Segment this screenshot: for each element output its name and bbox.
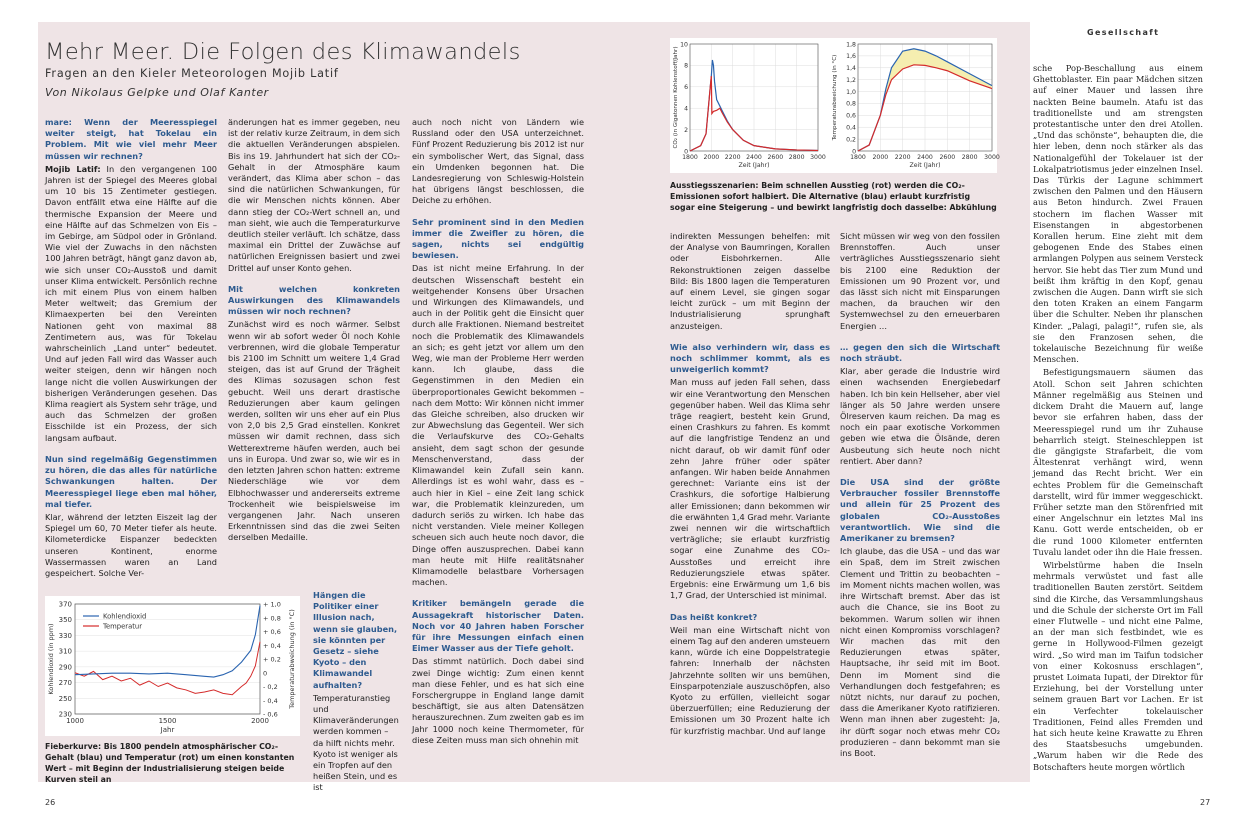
left-chart-caption: Fieberkurve: Bis 1800 pendeln atmosphärischer CO₂-Gehalt (blau) und Temperatur (rot) um einen konstanten Wert – mit Beginn der Industrialisierung steigen beide Kurven steil an <box>45 742 295 784</box>
y-tick-label: 1,4 <box>846 65 856 73</box>
paragraph: sche Pop-Beschallung aus einem Ghettoblaster. Ein paar Mädchen sitzen auf einer Mauer und lassen ihre nackten Beine baumeln. Atafu ist das traditionellste und am strengsten protestantische unter den drei Atollen. „Und das schönste“, behaupten die, die hier leben, denn noch stärker als das Nationalgefühl der Tokelauer ist der Lokalpatriotismus jeder einzelnen Insel. Das Türkis der Lagune schimmert zwischen den Palmen und den Häusern aus Beton hindurch. Zwei Frauen stochern im flachen Wasser mit Eisenstangen in abgestorbenen Korallen herum. Eine zieht mit dem gebogenen Ende des Stabes einen armlangen Polypen aus seinem Versteck hervor. Sie hebt das Tier zum Mund und beißt ihm kräftig in den Kopf, genau zwischen die Augen. Dann wirft sie sich den toten Kraken an einem Fangarm über die Schulter. Neben ihr planschen Kinder. „Palagi, palagi!“, rufen sie, als sie den Franzosen sehen, die tokelauische Bezeichnung für weiße Menschen. <box>1033 63 1203 365</box>
answer: Das ist nicht meine Erfahrung. In der deutschen Wissenschaft besteht ein weitgehender Konsens über Ursachen und Wirkungen des Klimawandels, und auch in der Politik geht die Einsicht quer durch alle Fraktionen. Niemand bestreitet noch die Problematik des Klimawandels an sich; es geht jetzt vor allem um den Weg, wie man der Probleme Herr werden kann. Ich glaube, dass die Gegenstimmen in den Medien ein überproportionales Gewicht bekommen – nach dem Motto: Wir können nicht immer das Gleiche schreiben, also drucken wir zur Abwechslung das Gegenteil. Wer sich die Verlaufskurve des CO₂-Gehalts ansieht, dem sagt schon der gesunde Menschenverstand, dass der Klimawandel kein Zufall sein kann. Allerdings ist es wohl wahr, dass es – auch hier in Kiel – eine Zeit lang schick war, die Problematik kleinzureden, um dadurch seriös zu wirken. Ich habe das nicht verstanden. Viele meiner Kollegen scheuen sich auch heute noch davor, die Dinge offen auszusprechen. Dabei kann man heute mit Hilfe realitätsnaher Klimamodelle belastbare Vorhersagen machen. <box>412 263 584 588</box>
right-chart-caption: Ausstiegsszenarien: Beim schnellen Ausstieg (rot) werden die CO₂-Emissionen sofort halbiert. Die Alternative (blau) erlaubt kurzfristig sogar eine Steigerung – und bewirkt langfristig doch dasselbe: Abkühlung <box>670 181 997 212</box>
article-title: Mehr Meer. Die Folgen des Klimawandels <box>45 39 521 65</box>
text-column-2-bottom <box>313 590 400 796</box>
answer: Das stimmt natürlich. Doch dabei sind zwei Dinge wichtig: Zum einen kennt man diese Fehler, und es hat sich eine Forschergruppe in England lange damit beschäftigt, sie aus alten Datensätzen herauszurechnen. Zum zweiten gab es im Jahr 1000 noch keine Thermometer, für diese Zeiten muss man sich ohnehin mit <box>412 656 584 745</box>
x-tick-label: 2200 <box>894 154 911 161</box>
y-axis-title: Kohlendioxid (in ppm) <box>47 623 55 695</box>
question: Das heißt konkret? <box>670 611 758 622</box>
answer: Sicht müssen wir weg von den fossilen Brennstoffen. Auch unser verträgliches Ausstiegsszenario sieht bis 2100 eine Reduktion der Emissionen um 90 Prozent vor, und das lässt sich nicht mit Einsparungen machen, da brauchen wir den Systemwechsel zu den erneuerbaren Energien … <box>840 231 1000 331</box>
x-tick-label: 1800 <box>682 154 698 161</box>
answer: Klar, aber gerade die Industrie wird einen wachsenden Energiebedarf haben. Ich bin kein Hellseher, aber viel länger als 50 Jahre werden unsere Ölreserven kaum reichen. Da mag es noch ein paar exotische Vorkommen geben wie etwa die Ölsände, deren Ausbeutung sich heute noch nicht rentiert. Aber dann? <box>840 366 1000 466</box>
x-tick-label: 2000 <box>872 154 889 161</box>
y-tick-label: 290 <box>58 663 72 672</box>
x-axis-title: Jahr <box>160 726 175 734</box>
x-tick-label: 2800 <box>788 154 805 161</box>
y-right-tick-label: + 0,2 <box>263 655 281 664</box>
y-right-tick-label: - 0,4 <box>263 696 278 705</box>
article-byline: Von Nikolaus Gelpke und Olaf Kanter <box>45 86 269 99</box>
paragraph: Wirbelstürme haben die Inseln mehrmals verwüstet und fast alle traditionellen Bauten zerstört. Seitdem sind die Kirche, das Versammlungshaus und die Schule der sicherste Ort im Fall einer Flutwelle – und nicht eine Palme, an der man sich festbindet, wie es gerne in Hollywood-Filmen gezeigt wird. „So wird man im Taifun todsicher von einer Kokosnuss erschlagen“, prustet Loimata Iupati, der Direktor für Erziehung, bei der Vorstellung unter seinem grauen Bart vor Lachen. Er ist ein Verfechter tokelauischer Traditionen, Feind alles Fremden und hat sich heute keine Krawatte zu Ehren des Staatsbesuchs umgebunden. „Warum haben wir die Rede des Botschafters heute morgen wörtlich <box>1033 559 1203 772</box>
y-tick-label: 1,6 <box>846 53 856 61</box>
y-tick-label: 1,0 <box>846 88 856 96</box>
co2-temperature-chart-svg <box>45 596 300 736</box>
x-tick-label: 1800 <box>850 154 866 161</box>
y-tick-label: 270 <box>58 679 72 688</box>
co2-temperature-chart <box>45 596 300 736</box>
y-tick-label: 0,6 <box>846 112 856 120</box>
section-label: Gesellschaft <box>1087 28 1160 37</box>
y-tick-label: 1,2 <box>846 76 856 84</box>
x-tick-label: 3000 <box>810 154 826 161</box>
y-right-tick-label: + 0,6 <box>263 628 281 636</box>
y-right-tick-label: - 0,6 <box>263 710 278 719</box>
y-tick-label: 0 <box>684 148 688 156</box>
y-right-tick-label: - 0,2 <box>263 683 278 691</box>
text-column-5 <box>840 231 1000 761</box>
emission-scenarios-svg <box>670 38 1000 173</box>
answer: Klar, während der letzten Eiszeit lag der Spiegel um 60, 70 Meter tiefer als heute. Kilometerdicke Eispanzer bedeckten unseren Kontinent, enorme Wassermassen waren an Land gespeichert. Solche Ver- <box>45 511 217 578</box>
question: … gegen den sich die Wirtschaft noch sträubt. <box>840 341 1000 364</box>
y-tick-label: 0,2 <box>846 136 856 144</box>
x-tick-label: 3000 <box>984 154 1000 161</box>
y-tick-label: 2 <box>684 126 688 134</box>
y-tick-label: 0,8 <box>846 100 856 108</box>
question: Hängen die Politiker einer Illusion nach, wenn sie glauben, sie könnten per Gesetz – siehe Kyoto – den Klimawandel aufhalten? <box>313 590 398 690</box>
y-right-tick-label: 0 <box>263 669 268 678</box>
y-right-tick-label: + 1,0 <box>263 600 281 609</box>
y-right-tick-label: + 0,4 <box>263 641 281 650</box>
answer: Temperaturanstieg und Klimaveränderungen werden kommen – da hilft nichts mehr. Kyoto ist weniger als ein Tropfen auf den heißen Stein, und es ist <box>313 692 399 793</box>
x-tick-label: 2000 <box>703 154 720 161</box>
x-tick-label: 2800 <box>961 154 978 161</box>
y-tick-label: 4 <box>684 105 688 113</box>
x-tick-label: 1000 <box>66 717 84 725</box>
y-tick-label: 330 <box>58 631 72 640</box>
x-axis-title: Zeit (Jahr) <box>909 162 941 169</box>
y-tick-label: 1,8 <box>846 41 856 49</box>
text-column-3 <box>412 117 584 748</box>
question: Sehr prominent sind in den Medien immer die Zweifler zu hören, die sagen, nichts sei endgültig bewiesen. <box>412 216 584 261</box>
question: Mit welchen konkreten Auswirkungen des Klimawandels müssen wir noch rechnen? <box>228 283 400 317</box>
answer-text: In den vergangenen 100 Jahren ist der Spiegel des Meeres global um 10 bis 15 Zentimeter gestiegen. Davon entfällt etwa eine Hälfte auf die thermische Expansion der Meere und eine Hälfte auf das Schmelzen von Eis – im Gebirge, am Südpol oder in Grönland. Wie viel der Zuwachs in den nächsten 100 Jahren beträgt, hängt ganz davon ab, wie sich unser CO₂-Ausstoß und damit unser Klima entwickelt. Persönlich rechne ich mit einem Plus von einem halben Meter weltweit; das Gremium der Klimaexperten bei den Vereinten Nationen geht von maximal 88 Zentimetern aus, was für Tokelau wahrscheinlich „Land unter“ bedeutet. Und auf jeden Fall wird das Wasser auch weiter steigen, denn wir hängen noch lange nicht die vollen Auswirkungen der bisherigen Veränderungen gesehen. Das Klima reagiert als System sehr träge, und auch das Schmelzen der großen Eisschilde ist ein Prozess, der sich langsam aufbaut. <box>45 163 217 443</box>
legend-label-co2: Kohlendioxid <box>103 612 147 621</box>
y-tick-label: 350 <box>58 616 72 625</box>
question: Nun sind regelmäßig Gegenstimmen zu hören, die das alles für natürliche Schwankungen halten. Der Meeresspiegel liege eben mal höher, mal tiefer. <box>45 453 217 509</box>
y-axis-title: Temperaturabweichung (in °C) <box>832 54 838 141</box>
y-tick-label: 10 <box>680 41 688 49</box>
y-tick-label: 8 <box>684 62 688 70</box>
question: Kritiker bemängeln gerade die Aussagekraft historischer Daten. Noch vor 40 Jahren haben Forscher für ihre Messungen einfach einen Eimer Wasser aus der Tiefe geholt. <box>412 598 584 654</box>
answer: Ich glaube, das die USA – und das war ein Spaß, dem im Streit zwischen Clement und Trittin zu beobachten – im Moment nichts machen wollen, was ihre Wirtschaft bremst. Aber das ist auch die Chance, sie ins Boot zu bekommen. Warum sollen wir ihnen nicht einen Kompromiss vorschlagen? Wir machen das mit den Reduzierungen etwas später, Hauptsache, ihr seid mit im Boot. Denn im Moment sind die Verhandlungen doch festgefahren; es nützt nichts, nur darauf zu pochen, dass die Amerikaner Kyoto ratifizieren. Wenn man ihnen aber zugesteht: Ja, ihr dürft sogar noch etwas mehr CO₂ produzieren – dann bekommt man sie ins Boot. <box>840 546 1000 758</box>
page-number-right: 27 <box>1200 798 1211 807</box>
right-page <box>625 0 1250 833</box>
text-column-2 <box>228 117 400 546</box>
question: mare: Wenn der Meeresspiegel weiter steigt, hat Tokelau ein Problem. Mit wie viel mehr Meer müssen wir rechnen? <box>45 117 217 161</box>
answer: Zunächst wird es noch wärmer. Selbst wenn wir ab sofort weder Öl noch Kohle verbrennen, wird die globale Temperatur bis 2100 im Schnitt um weitere 1,4 Grad steigen, das ist auf Grund der Trägheit des Klimas sozusagen schon fest gebucht. Weil uns derart drastische Reduzierungen aber kaum gelingen werden, sollten wir uns eher auf ein Plus von 2,0 bis 2,5 Grad einstellen. Konkret müssen wir damit rechnen, dass sich Wetterextreme häufen werden, auch bei uns in Europa. Und zwar so, wie wir es in den letzten Jahren schon hatten: extreme Niederschläge wie vor dem Elbhochwasser und andererseits extreme Trockenheit wie beispielsweise im vergangenen Jahr. Nach unseren Erkenntnissen sind das die zwei Seiten derselben Medaille. <box>228 319 400 543</box>
y-tick-label: 230 <box>58 710 72 719</box>
paragraph: Befestigungsmauern säumen das Atoll. Schon seit Jahren schichten Männer regelmäßig aus Steinen und dickem Draht die Mauern auf, lange bevor sie erfahren haben, dass der Meeresspiegel rund um ihr Zuhause beharrlich steigt. Steineschleppen ist die gängigste Strafarbeit, die vom Ältestenrat verhängt wird, wenn jemand das Recht bricht. Wer ein echtes Problem für die Gemeinschaft darstellt, wird für immer weggeschickt. Früher setzte man den Störenfried mit einer Angelschnur ein letztes Mal ins Kanu. Gott werde entscheiden, ob er die rund 1000 Kilometer entfernten Tuvalu landet oder ihn die Haie fressen. <box>1033 367 1203 557</box>
answer: Man muss auf jeden Fall sehen, dass wir eine Verantwortung den Menschen gegenüber haben. Weil das Klima sehr träge reagiert, besteht kein Grund, einen Crashkurs zu fahren. Es kommt auf die langfristige Tendenz an und nicht darauf, ob wir damit fünf oder zehn Jahre früher oder später anfangen. Wir haben beide Annahmen gerechnet: Variante eins ist der Crashkurs, die sofortige Halbierung aller Emissionen; dann bekommen wir die erwähnten 1,4 Grad mehr. Variante zwei nennen wir die wirtschaftlich verträgliche; sie erlaubt kurzfristig sogar eine Zunahme des CO₂-Ausstoßes und erreicht ihre Reduzierungsziele etwas später. Ergebnis: eine Erwärmung um 1,6 bis 1,7 Grad, der Unterschied ist minimal. <box>670 377 830 601</box>
y-tick-label: 250 <box>58 694 72 703</box>
page-number-left: 26 <box>45 798 56 807</box>
x-tick-label: 1500 <box>158 717 177 725</box>
question: Die USA sind der größte Verbraucher fossiler Brennstoffe und allein für 25 Prozent des globalen CO₂-Ausstoßes verantwortlich. Wie sind die Amerikaner zu bremsen? <box>840 477 1000 544</box>
y-tick-label: 0,4 <box>846 124 856 132</box>
x-tick-label: 2600 <box>767 154 784 161</box>
y-right-axis-title: Temperaturabweichung (in °C) <box>288 609 296 709</box>
y-tick-label: 310 <box>58 647 72 656</box>
answer: Weil man eine Wirtschaft nicht von einem Tag auf den anderen umsteuern kann, würde ich eine Doppelstrategie fahren: Innerhalb der nächsten Jahrzehnte sollten wir uns bemühen, Einsparpotenziale auszuschöpfen, also Kyoto zu erfüllen, vielleicht sogar überzuerfüllen; eine Reduzierung der Emissionen um 30 Prozent halte ich für kurzfristig machbar. Und auf lange <box>670 624 830 736</box>
x-tick-label: 2400 <box>746 154 762 161</box>
answer: auch noch nicht von Ländern wie Russland oder den USA unterzeichnet. Fünf Prozent Reduzierung bis 2012 ist nur ein symbolischer Wert, das Signal, dass ein Umdenken begonnen hat. Die Landesregierung von Schleswig-Holstein hat übrigens längst beschlossen, die Deiche zu erhöhen. <box>412 117 584 206</box>
x-tick-label: 2400 <box>917 154 933 161</box>
temperature-line <box>75 642 260 695</box>
answer <box>45 164 217 444</box>
article-subtitle: Fragen an den Kieler Meteorologen Mojib Latif <box>45 67 339 80</box>
speaker: Mojib Latif: <box>45 163 101 174</box>
y-tick-label: 370 <box>58 600 72 609</box>
answer: änderungen hat es immer gegeben, neu ist der relativ kurze Zeitraum, in dem sich die aktuellen Veränderungen abspielen. Bis ins 19. Jahrhundert hat sich der CO₂-Gehalt in der Atmosphäre kaum verändert, das Klima aber schon – das sind die natürlichen Schwankungen, für die wir Menschen nichts können. Aber dann stieg der CO₂-Wert schnell an, und man sieht, wie auch die Temperaturkurve deutlich steiler verläuft. Ich schätze, dass maximal ein Drittel der Zuwächse auf natürlichen Ereignissen basiert und zwei Drittel auf unser Konto gehen. <box>228 117 400 273</box>
question: Wie also verhindern wir, dass es noch schlimmer kommt, als es unweigerlich kommt? <box>670 341 830 375</box>
x-tick-label: 2600 <box>939 154 956 161</box>
y-axis-title: CO₂ (in Gigatonnen Kohlenstoff/Jahr) <box>673 46 679 149</box>
x-tick-label: 2200 <box>724 154 741 161</box>
legend-label-temperature: Temperatur <box>103 622 143 631</box>
text-column-6 <box>1033 63 1203 775</box>
text-column-4 <box>670 231 830 739</box>
plot-frame <box>75 604 260 714</box>
y-tick-label: 0 <box>852 148 856 156</box>
answer: indirekten Messungen behelfen: mit der Analyse von Baumringen, Korallen oder Eisbohrkernen. Alle Rekonstruktionen zeigen dasselbe Bild: Bis 1800 lagen die Temperaturen auf einem Level, sie gingen sogar leicht zurück – um mit Beginn der Industrialisierung sprunghaft anzusteigen. <box>670 231 830 331</box>
x-tick-label: 2000 <box>251 717 269 725</box>
emission-scenarios-charts <box>670 38 1000 173</box>
x-axis-title: Zeit (Jahr) <box>738 162 770 169</box>
text-column-1 <box>45 117 217 581</box>
y-right-tick-label: + 0,8 <box>263 614 281 623</box>
y-tick-label: 6 <box>684 84 688 92</box>
